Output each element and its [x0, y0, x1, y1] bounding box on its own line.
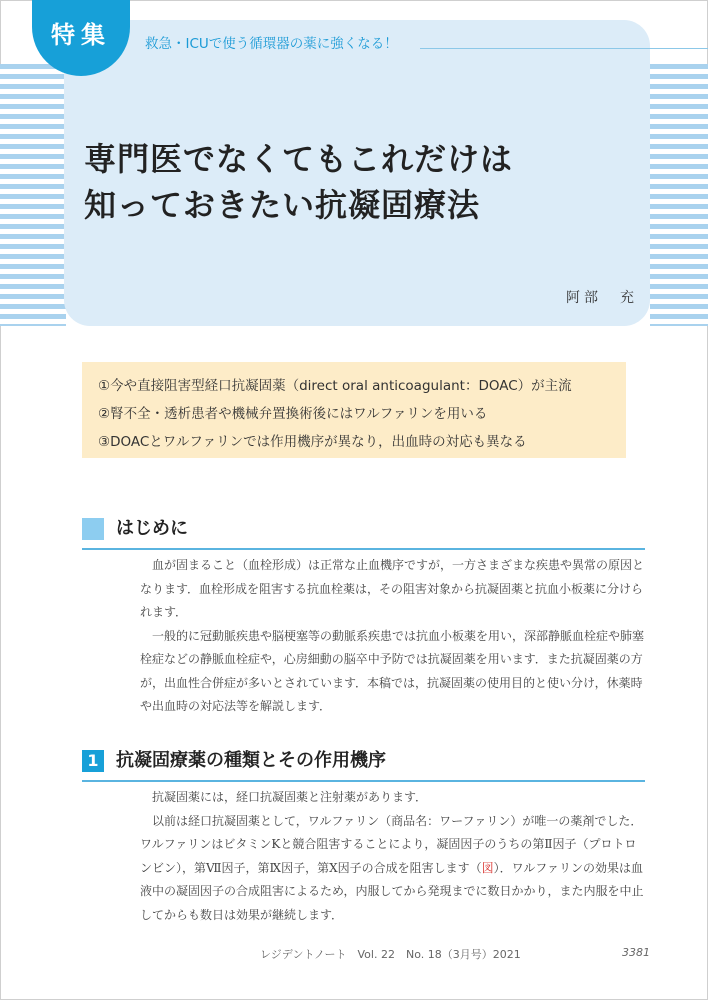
section-1-heading [82, 746, 645, 782]
feature-badge: 特集 [32, 0, 130, 76]
key-points-box [82, 362, 626, 458]
section-1-paragraph-2-part-b: ）．ワルファリンの効果は血液中の凝固因子の合成阻害によるため，内服してから発現までに数日かかり，また内服を中止してからも数日は効果が継続します． [140, 860, 644, 922]
section-1-paragraph-2 [140, 810, 645, 928]
section-1-body [140, 786, 645, 927]
figure-reference-link[interactable]: 図 [481, 860, 494, 875]
author-name: 阿部 充 [566, 290, 638, 306]
intro-body [140, 554, 645, 719]
intro-paragraph-2: 一般的に冠動脈疾患や脳梗塞等の動脈系疾患では抗血小板薬を用い，深部静脈血栓症や肺塞栓症などの静脈血栓症や，心房細動の脳卒中予防では抗凝固薬を用います．また抗凝固薬の方が，出血性合併症が多いとされています．本稿では，抗凝固薬の使用目的と使い分け，休薬時や出血時の対応法等を解説します． [140, 628, 645, 713]
section-1-paragraph-1: 抗凝固薬には，経口抗凝固薬と注射薬があります． [152, 790, 428, 804]
page-number: 3381 [622, 946, 650, 959]
journal-footer: レジデントノート Vol. 22 No. 18（3月号）2021 [260, 948, 521, 961]
key-point-3: ③DOACとワルファリンでは作用機序が異なり，出血時の対応も異なる [98, 434, 527, 450]
intro-heading [82, 514, 645, 550]
article-title [84, 136, 513, 228]
feature-subtitle: 救急・ICUで使う循環器の薬に強くなる！ [145, 36, 398, 52]
section-1-paragraph-2-part-a: 以前は経口抗凝固薬として，ワルファリン（商品名：ワーファリン）が唯一の薬剤でした．ワルファリンはビタミンKと競合阻害することにより，凝固因子のうちの第Ⅱ因子（プロトロンビン），第Ⅶ因子，第Ⅸ因子，第Ⅹ因子の合成を阻害します（ [140, 813, 643, 875]
key-point-2: ②腎不全・透析患者や機械弁置換術後にはワルファリンを用いる [98, 406, 488, 422]
intro-paragraph-1: 血が固まること（血栓形成）は正常な止血機序ですが，一方さまざまな疾患や異常の原因となります．血栓形成を阻害する抗血栓薬は，その阻害対象から抗凝固薬と抗血小板薬に分けられます． [140, 558, 645, 619]
section-number-badge: 1 [82, 750, 104, 772]
title-line-1: 専門医でなくてもこれだけは [84, 140, 514, 178]
title-line-2: 知っておきたい抗凝固療法 [84, 186, 481, 224]
header-rule [420, 48, 708, 49]
intro-heading-text: はじめに [116, 518, 188, 539]
key-point-1: ①今や直接阻害型経口抗凝固薬（direct oral anticoagulant：DOAC）が主流 [98, 378, 572, 394]
decorative-stripes-left [0, 64, 66, 326]
section-square-icon [82, 518, 104, 540]
section-1-heading-text: 抗凝固療薬の種類とその作用機序 [116, 750, 386, 771]
decorative-stripes-right [650, 64, 708, 326]
